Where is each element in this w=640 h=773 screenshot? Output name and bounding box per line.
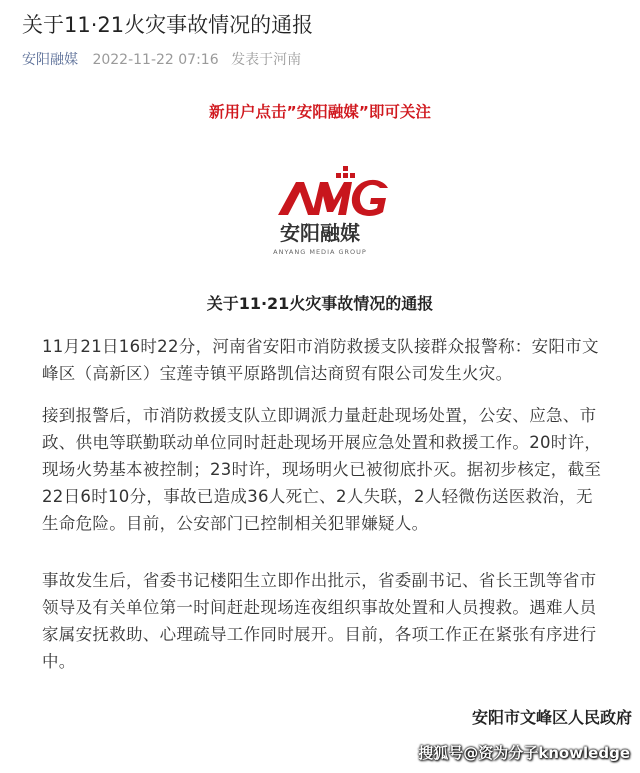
amg-logo: [200, 160, 440, 260]
article-meta: [22, 50, 301, 70]
publish-date: 2022-11-22 07:16: [92, 52, 219, 68]
publish-location: 发表于河南: [231, 52, 302, 68]
notice-heading: 关于11·21火灾事故情况的通报: [206, 294, 434, 313]
paragraph-3: 事故发生后，省委书记楼阳生立即作出批示，省委副书记、省长王凯等省市领导及有关单位第一时间赶赴现场连夜组织事故处置和人员搜救。遇难人员家属安抚救助、心理疏导工作同时展开。目前，各项工作正在紧张有序进行中。: [42, 571, 597, 671]
follow-tip: 新用户点击”安阳融媒”即可关注: [209, 103, 431, 121]
paragraph-1: 11月21日16时22分，河南省安阳市消防救援支队接群众报警称：安阳市文峰区（高新区）宝莲寺镇平原路凯信达商贸有限公司发生火灾。: [42, 337, 599, 383]
amg-logo-graphic: [200, 160, 440, 260]
logo-name-en: ANYANG MEDIA GROUP: [273, 248, 367, 256]
sohu-watermark: 搜狐号@资为分子knowledge: [418, 744, 630, 762]
logo-name: 安阳融媒: [280, 221, 360, 245]
account-name-link[interactable]: 安阳融媒: [22, 52, 78, 68]
article-title: 关于11·21火灾事故情况的通报: [22, 13, 314, 37]
paragraph-2: 接到报警后，市消防救援支队立即调派力量赶赴现场处置，公安、应急、市政、供电等联勤联动单位同时赶赴现场开展应急处置和救援工作。20时许，现场火势基本被控制；23时许，现场明火已被彻底扑灭。据初步核定，截至22日6时10分，事故已造成36人死亡、2人失联，2人轻微伤送医救治，无生命危险。目前，公安部门已控制相关犯罪嫌疑人。: [42, 406, 602, 533]
issuer-signature: 安阳市文峰区人民政府: [471, 708, 632, 727]
